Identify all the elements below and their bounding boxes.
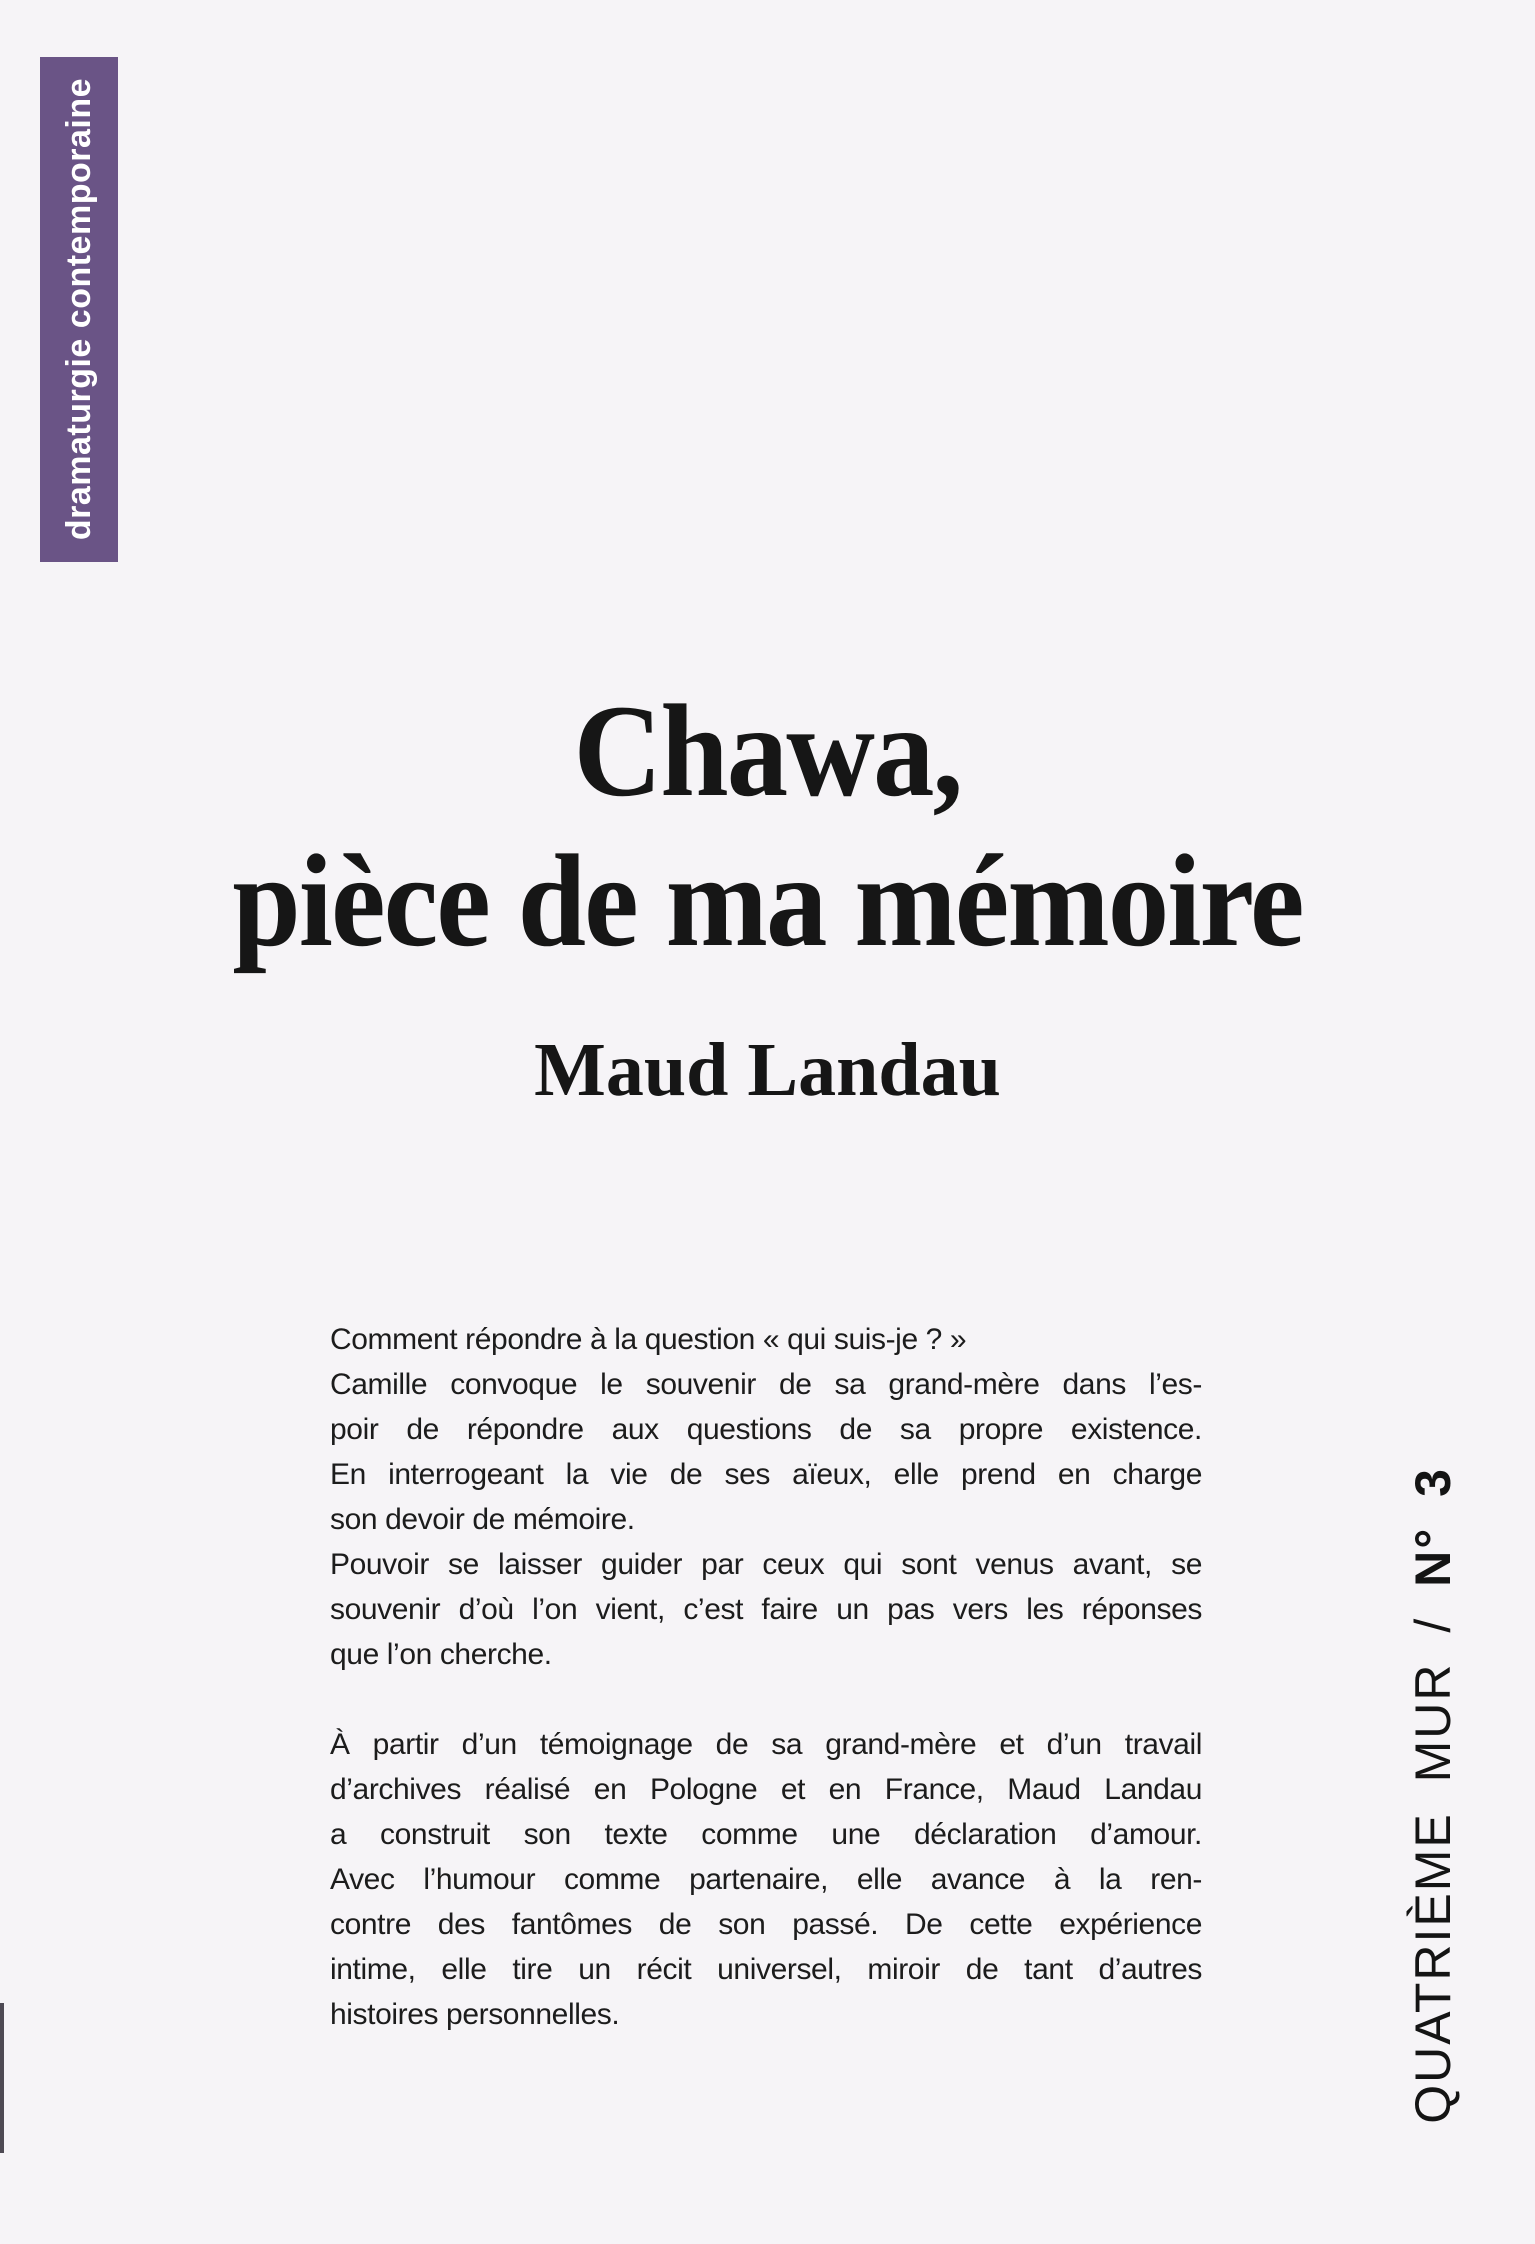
synopsis-line: Pouvoir se laisser guider par ceux qui sont venus avant, se [330,1548,1202,1581]
author-name: Maud Landau [534,1028,1001,1112]
collection-banner-label: dramaturgie contemporaine [60,78,98,541]
series-label [1398,1420,1468,2170]
synopsis-paragraph-2 [330,1722,1202,2037]
synopsis-line: contre des fantômes de son passé. De cette expérience [330,1908,1202,1941]
synopsis-line: intime, elle tire un récit universel, miroir de tant d’autres [330,1953,1202,1986]
series-name: QUATRIÈME MUR / [1405,1616,1461,2124]
synopsis-line: histoires personnelles. [330,1998,620,2031]
synopsis-line: Camille convoque le souvenir de sa grand-mère dans l’es- [330,1368,1202,1401]
series-label-text [1398,1467,1468,2124]
synopsis-line: a construit son texte comme une déclaration d’amour. [330,1818,1202,1851]
synopsis-paragraph-1 [330,1317,1202,1677]
synopsis-line: Comment répondre à la question « qui suis-je ? » [330,1323,967,1356]
series-number: N° 3 [1405,1466,1461,1587]
synopsis [330,1317,1202,2037]
book-title-line1: Chawa, [573,677,962,824]
collection-banner [40,57,118,562]
synopsis-line: que l’on cherche. [330,1638,552,1671]
synopsis-line: En interrogeant la vie de ses aïeux, elle prend en charge [330,1458,1202,1491]
synopsis-line: poir de répondre aux questions de sa propre existence. [330,1413,1202,1446]
synopsis-line: souvenir d’où l’on vient, c’est faire un pas vers les réponses [330,1593,1202,1626]
synopsis-line: Avec l’humour comme partenaire, elle avance à la ren- [330,1863,1202,1896]
book-title-line2: pièce de ma mémoire [232,827,1303,974]
spine-fold-mark [0,2003,4,2153]
synopsis-line: son devoir de mémoire. [330,1503,635,1536]
synopsis-line: À partir d’un témoignage de sa grand-mère et d’un travail [330,1728,1202,1761]
synopsis-line: d’archives réalisé en Pologne et en France, Maud Landau [330,1773,1202,1806]
book-title [54,676,1482,976]
